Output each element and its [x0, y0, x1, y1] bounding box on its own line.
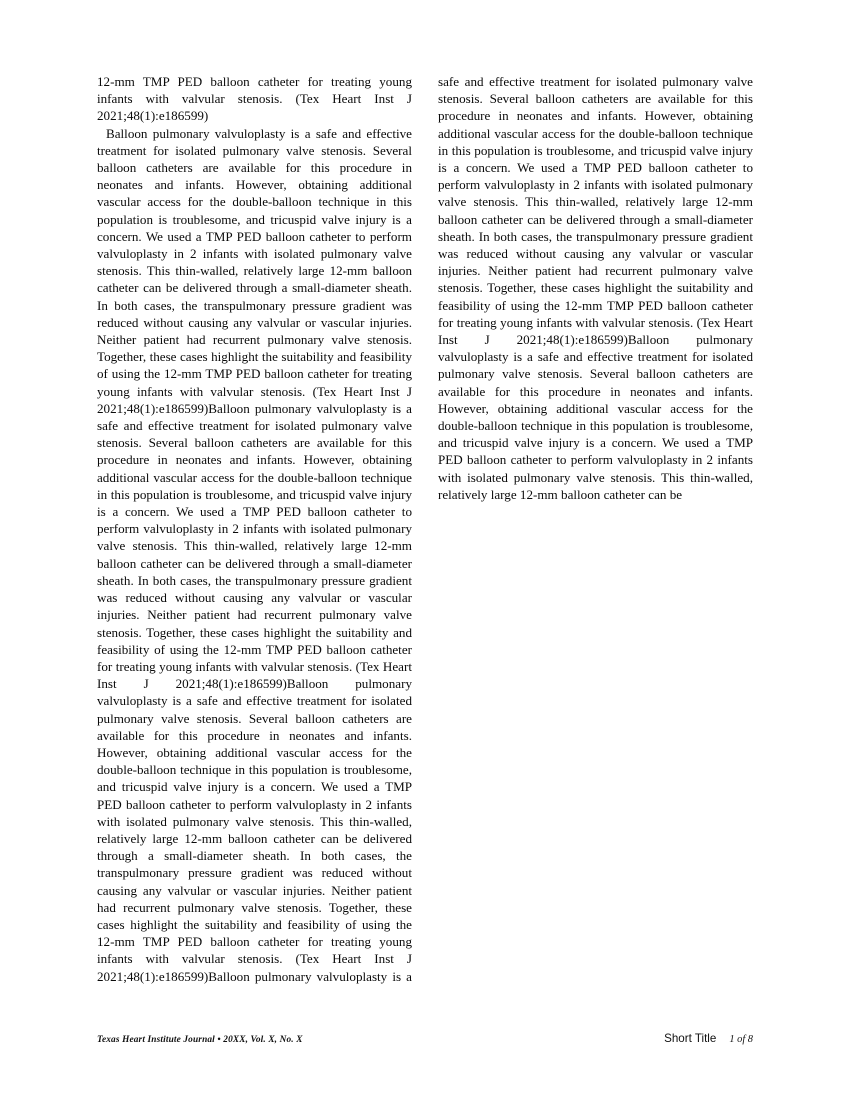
article-body — [97, 73, 753, 1001]
footer-journal-citation: Texas Heart Institute Journal • 20XX, Vol. X, No. X — [97, 1035, 303, 1045]
footer-page-number: 1 of 8 — [729, 1034, 753, 1045]
paragraph-abstract-tail: 12-mm TMP PED balloon catheter for treating young infants with valvular stenosis. (Tex Heart Inst J 2021;48(1):e186599) — [97, 74, 412, 124]
two-column-text — [97, 73, 753, 1001]
footer-short-title: Short Title — [664, 1032, 717, 1045]
paragraph-body-main: Balloon pulmonary valvuloplasty is a safe and effective treatment for isolated pulmonary valve stenosis. Several balloon catheters are available for this procedure in neonates and infants. However, obtaining additional vascular access for the double-balloon technique in this population is troublesome, and tricuspid valve injury is a concern. We used a TMP PED balloon catheter to perform valvuloplasty in 2 infants with isolated pulmonary valve stenosis. This thin-walled, relatively large 12-mm balloon catheter can be delivered through a small-diameter sheath. In both cases, the transpulmonary pressure gradient was reduced without causing any valvular or vascular injuries. Neither patient had recurrent pulmonary valve stenosis. Together, these cases highlight the suitability and feasibility of using the 12-mm TMP PED balloon catheter for treating young infants with valvular stenosis. (Tex Heart Inst J 2021;48(1):e186599)Balloon pulmonary valvuloplasty is a safe and effective treatment for isolated pulmonary valve stenosis. Several balloon catheters are available for this procedure in neonates and infants. However, obtaining additional vascular access for the double-balloon technique in this population is troublesome, and tricuspid valve injury is a concern. We used a TMP PED balloon catheter to perform valvuloplasty in 2 infants with isolated pulmonary valve stenosis. This thin-walled, relatively large 12-mm balloon catheter can be delivered through a small-diameter sheath. In both cases, the transpulmonary pressure gradient was reduced without causing any valvular or vascular injuries. Neither patient had recurrent pulmonary valve stenosis. Together, these cases highlight the suitability and feasibility of using the 12-mm TMP PED balloon catheter for treating young infants with valvular stenosis. (Tex Heart Inst J 2021;48(1):e186599)Balloon pulmonary valvuloplasty is a safe and effective treatment for isolated pulmonary valve stenosis. Several balloon catheters are available for this procedure in neonates and infants. However, obtaining additional vascular access for the double-balloon technique in this population is troublesome, and tricuspid valve injury is a concern. We used a TMP PED balloon catheter to perform valvuloplasty in 2 infants with isolated pulmonary valve stenosis. This thin-walled, relatively large 12-mm balloon catheter can be delivered through a small-diameter sheath. In both cases, the transpulmonary pressure gradient was reduced without causing any valvular or vascular injuries. Neither patient had recurrent pulmonary valve stenosis. Together, these cases highlight the suitability and feasibility of using the 12-mm TMP PED balloon catheter for treating young infants with valvular stenosis. (Tex Heart Inst J 2021;48(1):e186599)Balloon pulmonary valvuloplasty is a safe and effective treatment for isolated pulmonary valve stenosis. Several balloon catheters are available for this procedure in neonates and infants. However, obtaining additional vascular access for the double-balloon technique in this population is troublesome, and tricuspid valve injury is a concern. We used a TMP PED balloon catheter to perform valvuloplasty in 2 infants with isolated pulmonary valve stenosis. This thin-walled, relatively large 12-mm balloon catheter can be delivered through a small-diameter sheath. In both cases, the transpulmonary pressure gradient was reduced without causing any valvular or vascular injuries. Neither patient had recurrent pulmonary valve stenosis. Together, these cases highlight the suitability and feasibility of using the 12-mm TMP PED balloon catheter for treating young infants with valvular stenosis. (Tex Heart Inst J 2021;48(1):e186599)Balloon pulmonary valvuloplasty is a safe and effective treatment for isolated pulmonary valve stenosis. Several balloon catheters are available for this procedure in neonates and infants. However, obtaining additional vascular access for the double-balloon technique in this population is troublesome, and tricuspid valve injury is a concern. We used a TMP PED balloon catheter to perform valvuloplasty in 2 infants with isolated pulmonary valve stenosis. This thin-walled, relatively large 12-mm balloon catheter can be — [97, 74, 753, 984]
footer-right-group — [664, 1032, 753, 1045]
page-footer — [97, 1032, 753, 1052]
